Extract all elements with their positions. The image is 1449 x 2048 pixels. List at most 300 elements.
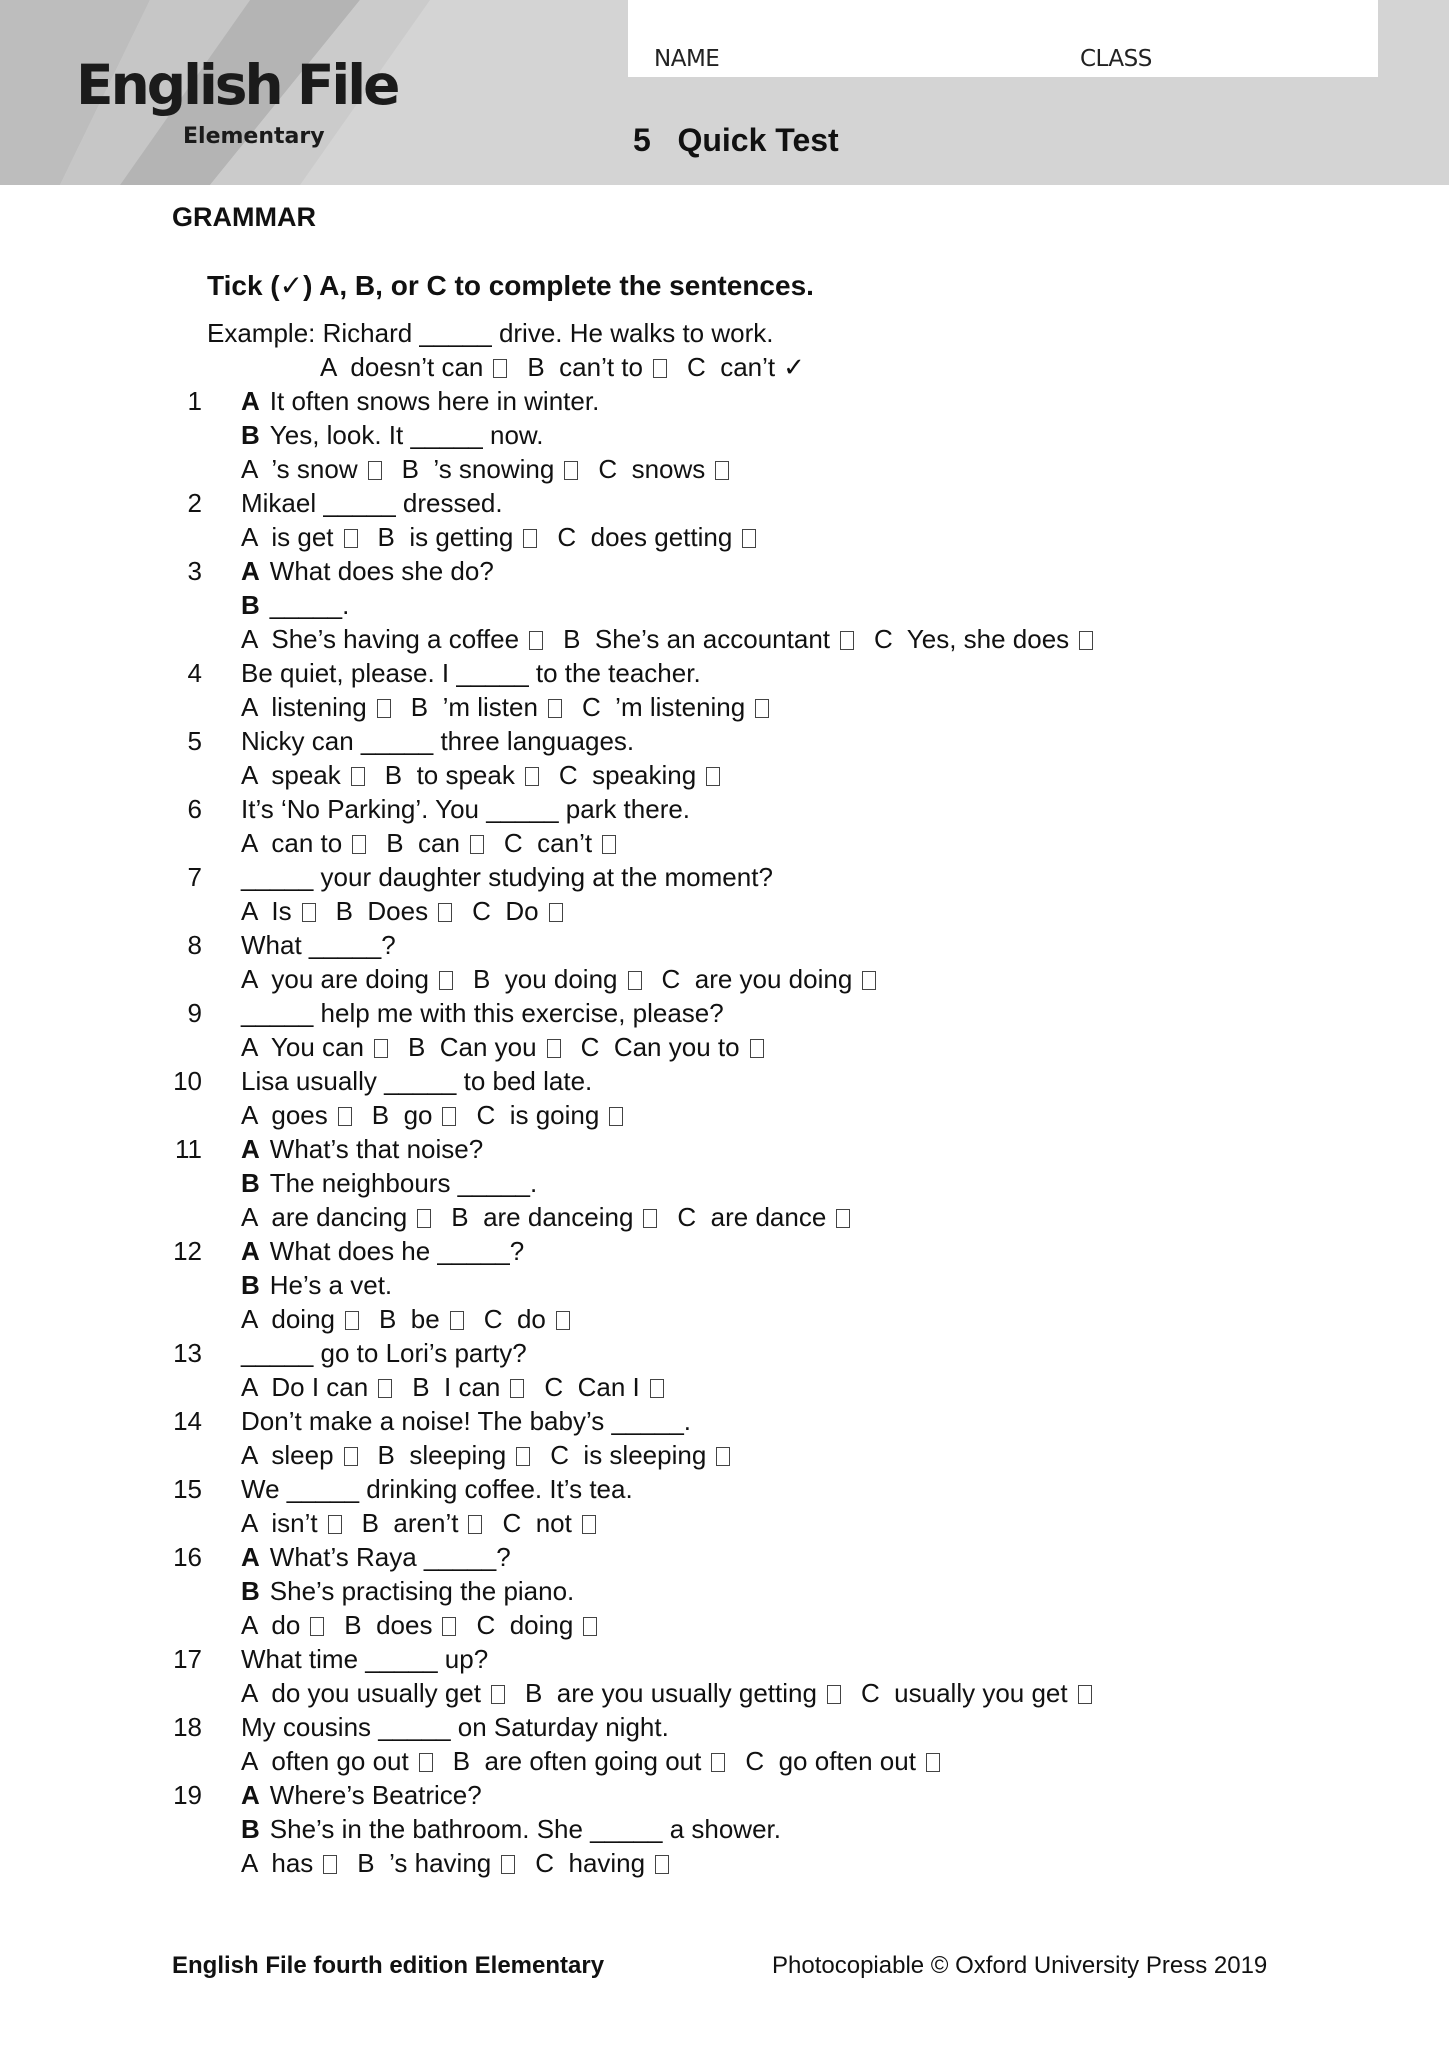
option[interactable] <box>241 1846 337 1880</box>
answer-checkbox[interactable] <box>510 1379 524 1398</box>
option[interactable] <box>402 452 579 486</box>
option[interactable] <box>525 1676 841 1710</box>
option[interactable] <box>378 520 538 554</box>
option[interactable] <box>241 894 316 928</box>
question-line <box>241 384 599 418</box>
option-text: Do <box>505 896 539 926</box>
option[interactable] <box>544 1370 663 1404</box>
option-letter: A <box>241 964 257 994</box>
option-letter: C <box>677 1202 697 1232</box>
option[interactable] <box>502 1506 595 1540</box>
class-label: CLASS <box>1080 46 1152 72</box>
option[interactable] <box>241 622 543 656</box>
option-letter: A <box>241 1032 257 1062</box>
instruction: Tick (✓) A, B, or C to complete the sentences. <box>207 270 814 301</box>
question-line <box>241 1710 669 1744</box>
option-letter: B <box>472 964 491 994</box>
answer-checkbox[interactable] <box>716 1447 730 1466</box>
option-letter: B <box>412 1372 430 1402</box>
speaker-label: A <box>241 556 260 586</box>
option-text: speak <box>271 760 341 790</box>
option-letter: C <box>661 964 681 994</box>
option[interactable] <box>241 1200 431 1234</box>
question-line <box>241 418 543 452</box>
options-row <box>241 1370 684 1404</box>
option-letter: C <box>550 1440 569 1470</box>
option[interactable] <box>563 622 854 656</box>
answer-checkbox[interactable] <box>653 359 667 378</box>
answer-checkbox[interactable] <box>468 1515 482 1534</box>
option-letter: A <box>241 1304 257 1334</box>
option-text: go <box>403 1100 433 1130</box>
option-text: is get <box>271 522 334 552</box>
option-letter: A <box>241 1610 257 1640</box>
answer-checkbox[interactable] <box>345 1311 359 1330</box>
answer-checkbox[interactable] <box>547 1039 561 1058</box>
option-letter: A <box>241 1746 257 1776</box>
option[interactable] <box>861 1676 1092 1710</box>
option-text: Does <box>367 896 429 926</box>
answer-checkbox[interactable] <box>310 1617 324 1636</box>
answer-checkbox[interactable] <box>706 767 720 786</box>
question-line <box>241 1234 524 1268</box>
answer-checkbox[interactable] <box>368 461 382 480</box>
option-text: do <box>271 1610 301 1640</box>
answer-checkbox[interactable] <box>650 1379 664 1398</box>
question-text: The neighbours _____. <box>269 1168 538 1198</box>
option-letter: B <box>407 1032 426 1062</box>
question-number: 12 <box>173 1236 202 1266</box>
option-text: can <box>418 828 460 858</box>
answer-checkbox[interactable] <box>583 1617 597 1636</box>
option[interactable] <box>687 350 805 384</box>
question-line <box>241 486 503 520</box>
question-text: _____ go to Lori’s party? <box>241 1338 527 1368</box>
option[interactable] <box>241 1608 324 1642</box>
section-heading: GRAMMAR <box>172 202 316 232</box>
option-text: does getting <box>590 522 733 552</box>
option-text: sleep <box>271 1440 334 1470</box>
question-text: Where’s Beatrice? <box>269 1780 482 1810</box>
answer-checkbox[interactable] <box>442 1107 456 1126</box>
question-line <box>241 1642 488 1676</box>
answer-checkbox[interactable] <box>470 835 484 854</box>
question-number: 15 <box>173 1474 202 1504</box>
name-label: NAME <box>654 46 720 72</box>
answer-checkbox[interactable] <box>750 1039 764 1058</box>
options-row <box>241 520 776 554</box>
option-text: ’m listening <box>615 692 746 722</box>
test-number: 5 <box>633 122 651 158</box>
option-text: doesn’t can <box>350 352 484 382</box>
answer-checkbox[interactable] <box>417 1209 431 1228</box>
answer-checkbox[interactable] <box>862 971 876 990</box>
option[interactable] <box>385 758 539 792</box>
question-line <box>241 554 494 588</box>
question-text: _____ help me with this exercise, please? <box>241 998 724 1028</box>
answer-checkbox[interactable] <box>523 529 537 548</box>
answer-checkbox[interactable] <box>628 971 642 990</box>
answer-checkbox[interactable] <box>450 1311 464 1330</box>
answer-checkbox[interactable] <box>582 1515 596 1534</box>
speaker-label: B <box>241 1814 260 1844</box>
option[interactable] <box>344 1608 456 1642</box>
option[interactable] <box>241 1370 392 1404</box>
option[interactable] <box>336 894 453 928</box>
option[interactable] <box>241 1676 505 1710</box>
option-letter: B <box>452 1746 471 1776</box>
speaker-label: B <box>241 590 260 620</box>
option[interactable] <box>241 1302 359 1336</box>
example-prompt: Example: Richard _____ drive. He walks to work. <box>207 318 774 348</box>
option-letter: A <box>241 522 257 552</box>
option[interactable] <box>476 1098 623 1132</box>
question-line <box>241 1540 511 1574</box>
question-line <box>241 724 634 758</box>
answer-checkbox[interactable] <box>525 767 539 786</box>
answer-checkbox[interactable] <box>328 1515 342 1534</box>
answer-checkbox[interactable] <box>556 1311 570 1330</box>
option-letter: B <box>335 896 353 926</box>
answer-checkbox[interactable] <box>564 461 578 480</box>
answer-checkbox[interactable] <box>302 903 316 922</box>
answer-checkbox[interactable] <box>344 529 358 548</box>
option[interactable] <box>241 520 358 554</box>
question-text: Be quiet, please. I _____ to the teacher. <box>241 658 701 688</box>
options-row <box>241 1302 590 1336</box>
option-letter: A <box>241 454 257 484</box>
option[interactable] <box>372 1098 457 1132</box>
option[interactable] <box>411 690 562 724</box>
question-text: Nicky can _____ three languages. <box>241 726 635 756</box>
options-row <box>241 1676 1112 1710</box>
question-text: What does he _____? <box>269 1236 525 1266</box>
option-text: She’s having a coffee <box>271 624 520 654</box>
question-number: 10 <box>173 1066 202 1096</box>
option-text: listening <box>271 692 367 722</box>
option[interactable] <box>453 1744 726 1778</box>
options-row <box>241 894 583 928</box>
option-letter: C <box>503 828 523 858</box>
option[interactable] <box>378 1438 531 1472</box>
question-text: What _____? <box>241 930 396 960</box>
option-text: often go out <box>271 1746 409 1776</box>
option[interactable] <box>362 1506 483 1540</box>
option-letter: C <box>483 1304 503 1334</box>
answer-checkbox[interactable] <box>1078 1685 1092 1704</box>
question-text: She’s practising the piano. <box>269 1576 575 1606</box>
option-text: do you usually get <box>271 1678 481 1708</box>
options-row <box>241 1200 870 1234</box>
answer-checkbox[interactable] <box>742 529 756 548</box>
option[interactable] <box>379 1302 464 1336</box>
answer-checkbox[interactable] <box>491 1685 505 1704</box>
answer-checkbox[interactable] <box>323 1855 337 1874</box>
answer-checkbox[interactable] <box>602 835 616 854</box>
option-letter: B <box>377 522 395 552</box>
answer-checkbox[interactable] <box>378 1379 392 1398</box>
option[interactable] <box>241 1030 388 1064</box>
answer-checkbox[interactable] <box>438 903 452 922</box>
option-letter: A <box>241 1100 257 1130</box>
option-text: has <box>271 1848 314 1878</box>
option-text: isn’t <box>271 1508 318 1538</box>
options-row <box>241 1098 643 1132</box>
option-text: are dancing <box>271 1202 408 1232</box>
answer-checkbox[interactable] <box>643 1209 657 1228</box>
option-text: snows <box>631 454 706 484</box>
name-class-box <box>628 0 1378 77</box>
option[interactable] <box>320 350 507 384</box>
option-text: speaking <box>592 760 697 790</box>
option-letter: B <box>344 1610 362 1640</box>
option-letter: A <box>241 896 257 926</box>
question-line <box>241 1778 482 1812</box>
options-row <box>241 690 789 724</box>
question-text: He’s a vet. <box>269 1270 393 1300</box>
option-letter: A <box>241 828 257 858</box>
option-text: usually you get <box>894 1678 1068 1708</box>
option-text: sleeping <box>409 1440 507 1470</box>
option[interactable] <box>677 1200 850 1234</box>
question-number: 1 <box>187 386 202 416</box>
answer-checkbox[interactable] <box>1079 631 1093 650</box>
option-text: not <box>535 1508 572 1538</box>
question-line <box>241 1336 527 1370</box>
logo-subtitle: Elementary <box>183 124 325 149</box>
option[interactable] <box>241 1506 342 1540</box>
answer-checkbox[interactable] <box>836 1209 850 1228</box>
option[interactable] <box>241 1098 352 1132</box>
option-letter: B <box>386 828 404 858</box>
option-letter: B <box>401 454 419 484</box>
question-text: _____. <box>269 590 350 620</box>
option-text: are danceing <box>483 1202 634 1232</box>
options-row <box>241 1846 689 1880</box>
option-letter: A <box>241 760 257 790</box>
option-letter: B <box>384 760 403 790</box>
answer-checkbox[interactable] <box>827 1685 841 1704</box>
option-letter: A <box>241 1508 257 1538</box>
option-letter: C <box>544 1372 564 1402</box>
option-text: are often going out <box>484 1746 702 1776</box>
speaker-label: A <box>241 1134 260 1164</box>
answer-checkbox[interactable] <box>377 699 391 718</box>
option-text: ’m listen <box>442 692 538 722</box>
option[interactable] <box>598 452 729 486</box>
option[interactable] <box>241 1744 433 1778</box>
option-text: is going <box>509 1100 600 1130</box>
option-text: is sleeping <box>583 1440 707 1470</box>
question-number: 11 <box>175 1134 202 1164</box>
option[interactable] <box>550 1438 730 1472</box>
answer-checkbox[interactable] <box>352 835 366 854</box>
option[interactable] <box>527 350 667 384</box>
question-number: 5 <box>187 726 202 756</box>
option-text: can to <box>271 828 343 858</box>
option-letter: C <box>860 1678 880 1708</box>
answer-checkbox[interactable] <box>548 699 562 718</box>
answer-checkbox[interactable] <box>715 461 729 480</box>
option[interactable] <box>241 1438 358 1472</box>
question-number: 14 <box>173 1406 202 1436</box>
question-text: It’s ‘No Parking’. You _____ park there. <box>241 794 691 824</box>
option-text: ’s snow <box>271 454 358 484</box>
option-letter: B <box>361 1508 379 1538</box>
speaker-label: B <box>241 1168 260 1198</box>
option-text: You can <box>270 1032 364 1062</box>
option-text: ’s having <box>389 1848 492 1878</box>
answer-checkbox[interactable] <box>926 1753 940 1772</box>
question-text: Lisa usually _____ to bed late. <box>241 1066 593 1096</box>
option[interactable] <box>241 962 453 996</box>
answer-checkbox[interactable] <box>351 767 365 786</box>
answer-checkbox[interactable] <box>501 1855 515 1874</box>
answer-checkbox[interactable] <box>419 1753 433 1772</box>
answer-checkbox[interactable] <box>609 1107 623 1126</box>
option-letter: B <box>563 624 581 654</box>
question-number: 17 <box>173 1644 202 1674</box>
option-letter: A <box>241 1372 257 1402</box>
question-text: _____ your daughter studying at the moment? <box>241 862 773 892</box>
question-line <box>241 996 724 1030</box>
footer-left: English File fourth edition Elementary <box>172 1952 605 1979</box>
question-number: 16 <box>173 1542 202 1572</box>
question-number: 3 <box>187 556 202 586</box>
question-number: 4 <box>187 658 202 688</box>
answer-checkbox[interactable] <box>439 971 453 990</box>
option-letter: A <box>241 624 257 654</box>
option-text: Can I <box>577 1372 640 1402</box>
option-text: She’s an accountant <box>594 624 831 654</box>
question-line <box>241 792 690 826</box>
option-text: Can you to <box>613 1032 740 1062</box>
option-letter: A <box>241 1440 257 1470</box>
question-number: 18 <box>173 1712 202 1742</box>
logo-title: English File <box>76 53 398 117</box>
option[interactable] <box>745 1744 940 1778</box>
option-text: ’s snowing <box>433 454 555 484</box>
speaker-label: B <box>241 1270 260 1300</box>
option[interactable] <box>559 758 720 792</box>
answer-checkbox[interactable] <box>516 1447 530 1466</box>
question-line <box>241 860 773 894</box>
option[interactable] <box>357 1846 515 1880</box>
option-text: goes <box>271 1100 328 1130</box>
option-text: aren’t <box>393 1508 459 1538</box>
option-text: you doing <box>504 964 618 994</box>
speaker-label: A <box>241 1542 260 1572</box>
options-row <box>241 962 896 996</box>
answer-checkbox[interactable] <box>529 631 543 650</box>
option[interactable] <box>241 690 391 724</box>
question-text: Don’t make a noise! The baby’s _____. <box>241 1406 691 1436</box>
option[interactable] <box>484 1302 570 1336</box>
option-letter: C <box>874 624 893 654</box>
test-title <box>633 122 839 159</box>
option[interactable] <box>473 962 642 996</box>
option-letter: C <box>558 760 578 790</box>
question-line <box>241 1064 592 1098</box>
option-letter: B <box>377 1440 395 1470</box>
answer-checkbox[interactable] <box>344 1447 358 1466</box>
option[interactable] <box>408 1030 561 1064</box>
options-row <box>241 1030 784 1064</box>
option-letter: A <box>241 692 257 722</box>
option[interactable] <box>386 826 484 860</box>
question-line <box>241 1404 691 1438</box>
option-text: does <box>376 1610 433 1640</box>
option-letter: C <box>476 1610 496 1640</box>
option[interactable] <box>241 452 382 486</box>
answer-checkbox[interactable] <box>549 903 563 922</box>
option-letter: A <box>241 1202 257 1232</box>
option-text: Is <box>271 896 292 926</box>
option[interactable] <box>662 962 877 996</box>
option-letter: B <box>527 352 545 382</box>
option[interactable] <box>581 1030 764 1064</box>
answer-checkbox[interactable] <box>338 1107 352 1126</box>
question-number: 7 <box>187 862 202 892</box>
question-line <box>241 656 701 690</box>
answer-checkbox[interactable] <box>840 631 854 650</box>
option[interactable] <box>582 690 769 724</box>
option-letter: A <box>241 1848 257 1878</box>
option-text: Can you <box>439 1032 537 1062</box>
option[interactable] <box>472 894 562 928</box>
question-text: Yes, look. It _____ now. <box>269 420 544 450</box>
option[interactable] <box>451 1200 657 1234</box>
question-line <box>241 928 396 962</box>
answer-checkbox[interactable] <box>374 1039 388 1058</box>
option-text: is getting <box>409 522 514 552</box>
answer-checkbox[interactable] <box>493 359 507 378</box>
speaker-label: A <box>241 1780 260 1810</box>
question-number: 6 <box>187 794 202 824</box>
answer-checkbox[interactable] <box>442 1617 456 1636</box>
tick-mark-icon: ✓ <box>783 352 805 382</box>
answer-checkbox[interactable] <box>711 1753 725 1772</box>
option[interactable] <box>241 826 366 860</box>
speaker-label: A <box>241 1236 260 1266</box>
option-text: to speak <box>416 760 515 790</box>
options-row <box>241 1506 616 1540</box>
option[interactable] <box>874 622 1093 656</box>
question-text: What’s that noise? <box>269 1134 484 1164</box>
options-row <box>320 350 825 384</box>
option-text: are you usually getting <box>556 1678 817 1708</box>
option[interactable] <box>412 1370 524 1404</box>
speaker-label: B <box>241 420 260 450</box>
options-row <box>241 1438 750 1472</box>
option[interactable] <box>476 1608 597 1642</box>
option-letter: B <box>410 692 429 722</box>
option-text: can’t to <box>559 352 643 382</box>
test-title-text: Quick Test <box>677 122 839 158</box>
option[interactable] <box>557 520 756 554</box>
option-text: do <box>516 1304 546 1334</box>
option[interactable] <box>241 758 365 792</box>
options-row <box>241 758 740 792</box>
options-row <box>241 826 636 860</box>
options-row <box>241 1608 617 1642</box>
option[interactable] <box>535 1846 669 1880</box>
answer-checkbox[interactable] <box>755 699 769 718</box>
question-number: 2 <box>187 488 202 518</box>
option[interactable] <box>504 826 616 860</box>
answer-checkbox[interactable] <box>655 1855 669 1874</box>
question-text: What time _____ up? <box>241 1644 489 1674</box>
